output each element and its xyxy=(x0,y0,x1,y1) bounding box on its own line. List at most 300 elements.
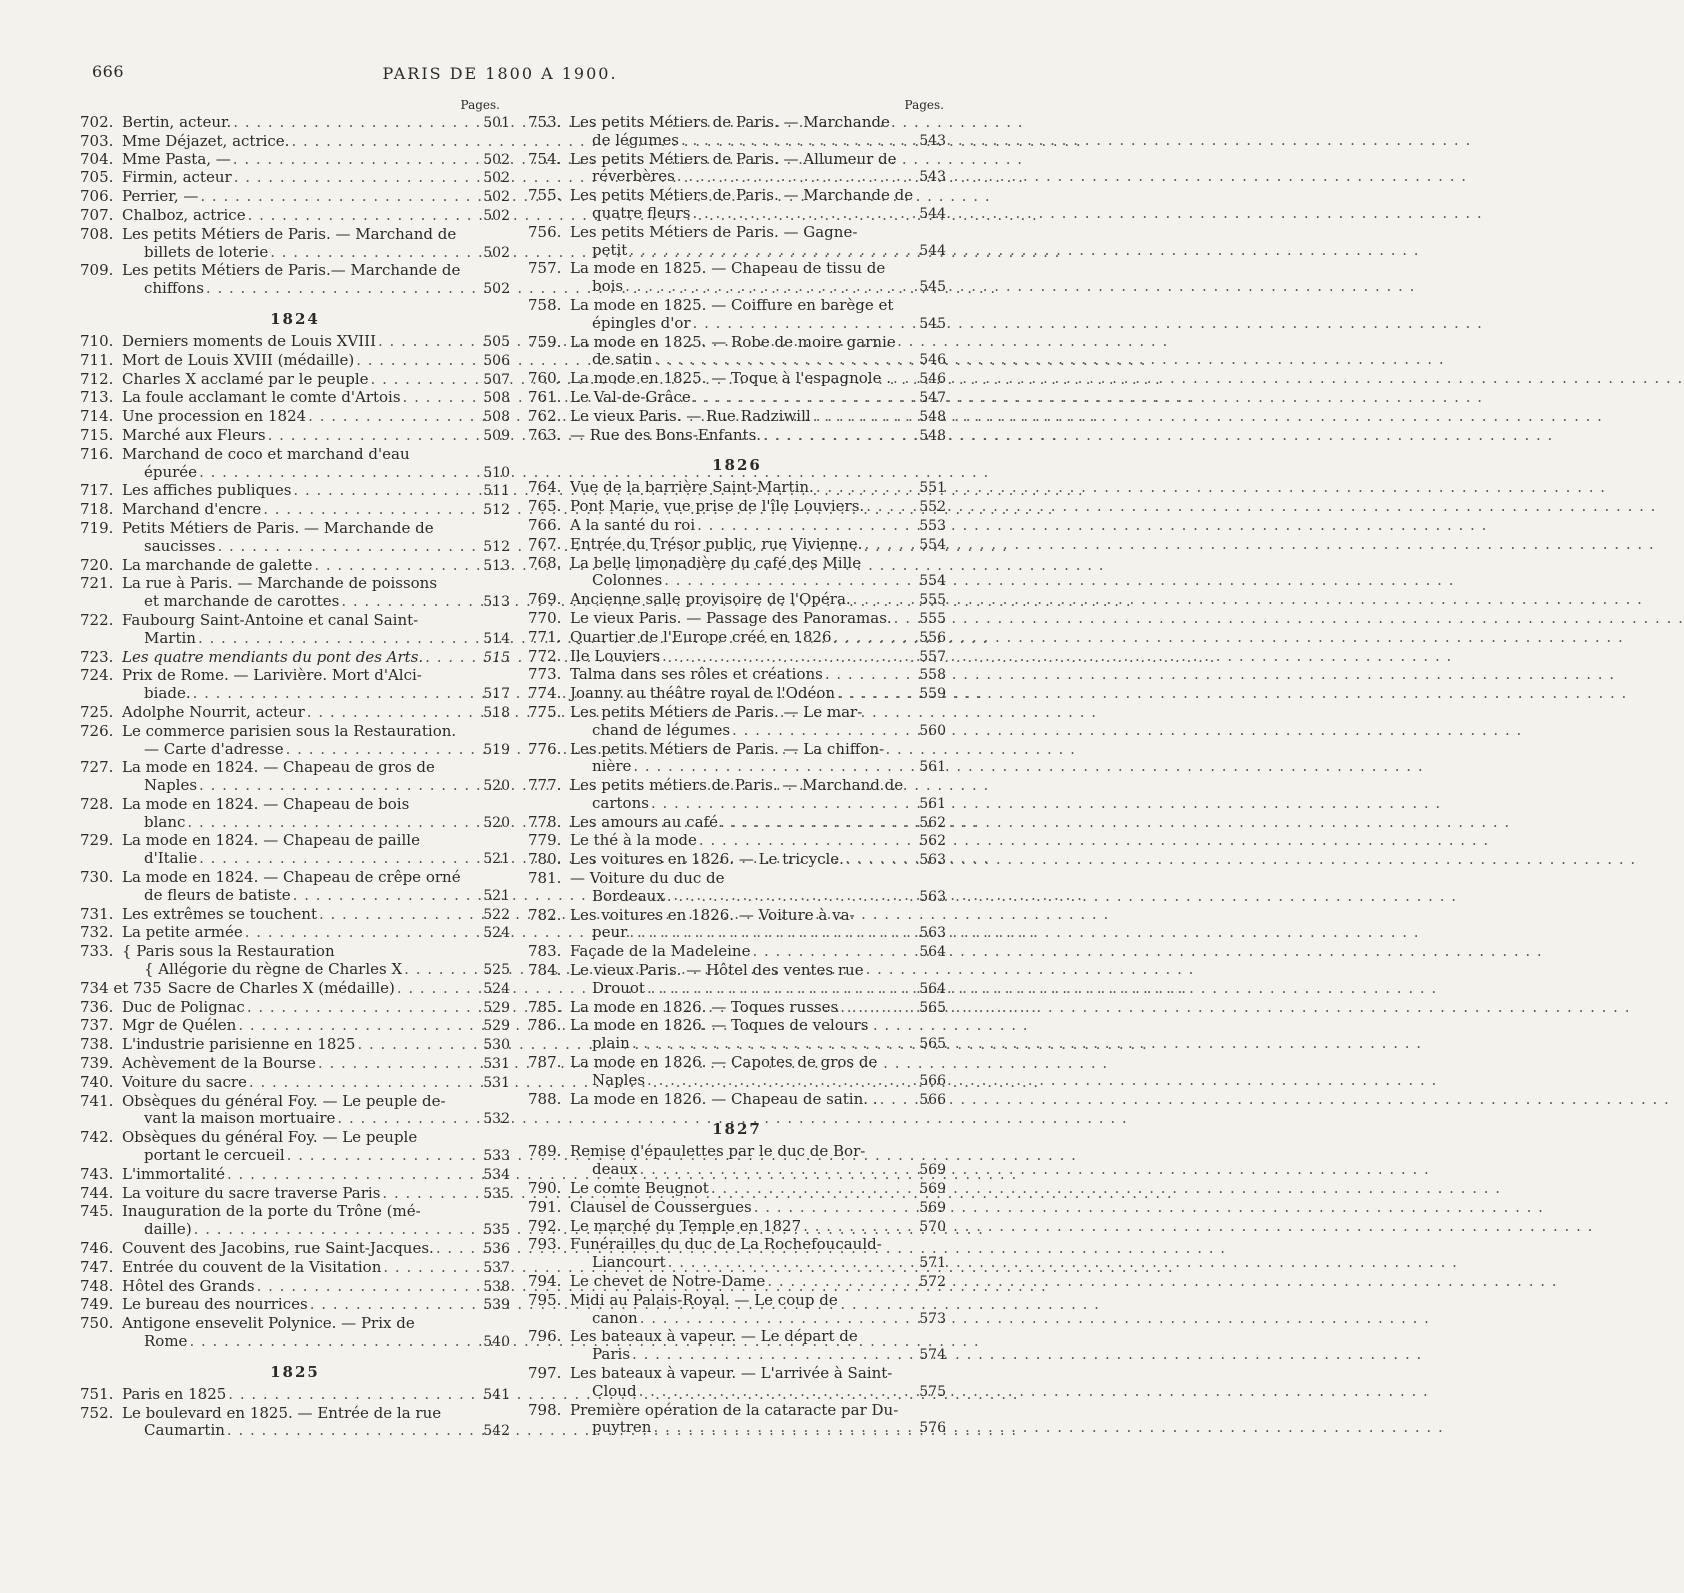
entry-text: blanc xyxy=(144,812,186,831)
dot-leader xyxy=(189,1333,472,1351)
index-entry xyxy=(80,906,510,925)
entry-line: La mode en 1826. — Toques de velours xyxy=(570,1016,869,1035)
entry-line xyxy=(570,722,946,741)
entry-line: Les petits Métiers de Paris. — La chiffon- xyxy=(570,739,885,758)
entry-line: Funérailles du duc de La Rochefoucauld- xyxy=(570,1235,882,1254)
entry-line xyxy=(570,924,946,943)
index-entry xyxy=(80,924,510,943)
entry-line xyxy=(122,924,510,943)
entry-line xyxy=(570,315,946,334)
entry-number: 768. xyxy=(528,553,562,572)
entry-text: Les amours au café xyxy=(570,812,718,831)
page-ref: 510 xyxy=(483,464,510,481)
entry-text: Bertin, acteur. xyxy=(122,113,232,131)
entry-line: Le commerce parisien sous la Restauration. xyxy=(122,721,457,740)
entry-line: Obsèques du général Foy. — Le peuple de- xyxy=(122,1091,446,1110)
entry-line xyxy=(122,1185,510,1204)
page-ref: 505 xyxy=(483,333,510,350)
dot-leader xyxy=(227,1166,472,1184)
dot-leader xyxy=(314,557,472,575)
entry-line xyxy=(122,333,510,352)
dot-leader xyxy=(803,1218,908,1236)
page-ref: 502 xyxy=(483,244,510,261)
page-ref: 540 xyxy=(483,1334,510,1350)
entry-line xyxy=(570,1383,946,1402)
entry-number: 731. xyxy=(80,904,114,923)
page-ref: 566 xyxy=(919,1072,946,1089)
index-entry xyxy=(80,1129,510,1166)
page-ref: 576 xyxy=(919,1420,946,1437)
entry-line: La mode en 1825. — Robe de moire garnie xyxy=(570,332,896,351)
entry-text: La petite armée xyxy=(122,923,243,942)
index-entry xyxy=(528,1199,946,1218)
entry-line: Inauguration de la porte du Trône (mé- xyxy=(122,1202,421,1221)
entry-body xyxy=(122,408,510,427)
index-entry xyxy=(80,999,510,1018)
page-ref: 535 xyxy=(483,1222,510,1239)
dot-leader xyxy=(341,593,472,611)
entry-body xyxy=(122,188,510,207)
page-ref: 574 xyxy=(919,1347,946,1364)
entry-body xyxy=(570,870,946,907)
entry-text: cartons xyxy=(592,793,649,812)
index-entry xyxy=(80,1093,510,1130)
entry-text: Couvent des Jacobins, rue Saint-Jacques. xyxy=(122,1239,434,1258)
index-entry xyxy=(80,262,510,299)
index-entry xyxy=(528,629,946,648)
entry-text: Bordeaux xyxy=(592,886,665,905)
entry-text: Naples xyxy=(144,776,198,795)
entry-text: Marchand d'encre xyxy=(122,500,262,519)
index-entry xyxy=(80,114,510,133)
index-entry xyxy=(80,723,510,760)
entry-number: 738. xyxy=(80,1035,114,1054)
entry-body xyxy=(122,1036,510,1055)
entry-line xyxy=(570,479,946,498)
entry-line: La mode en 1824. — Chapeau de crêpe orné xyxy=(122,868,461,887)
entry-number: 708. xyxy=(80,224,114,243)
entry-line: La mode en 1824. — Chapeau de paille xyxy=(122,831,420,850)
entry-line: La mode en 1826. — Capotes de gros de xyxy=(570,1053,878,1072)
entry-text: portant le cercueil xyxy=(144,1146,285,1165)
entry-number: 723. xyxy=(80,647,114,666)
index-entry xyxy=(528,224,946,261)
page-ref: 543 xyxy=(919,132,946,149)
entry-number: 740. xyxy=(80,1072,114,1091)
entry-body xyxy=(122,869,510,906)
entry-line xyxy=(122,1110,510,1129)
dot-leader xyxy=(767,1273,908,1291)
index-entry xyxy=(528,943,946,962)
index-entry xyxy=(528,427,946,446)
index-entry xyxy=(80,1259,510,1278)
page-ref: 532 xyxy=(483,1111,510,1128)
entry-body xyxy=(570,832,946,851)
page-ref: 558 xyxy=(919,667,946,684)
entry-text: réverbères xyxy=(592,167,675,186)
index-entry xyxy=(528,1180,946,1199)
page-ref: 502 xyxy=(483,151,510,168)
entry-number: 781. xyxy=(528,869,562,888)
index-entry xyxy=(80,446,510,483)
page-ref: 546 xyxy=(919,371,946,388)
entry-body xyxy=(122,1296,510,1315)
dot-leader xyxy=(403,389,472,407)
entry-text: La mode en 1826. — Toques russes xyxy=(570,997,839,1016)
page-ref: 557 xyxy=(919,648,946,665)
index-entry xyxy=(528,1328,946,1365)
index-entry xyxy=(80,427,510,446)
index-entry xyxy=(80,667,510,704)
dot-leader xyxy=(404,961,472,979)
pages-label: Pages. xyxy=(904,98,944,112)
entry-number: 711. xyxy=(80,350,114,369)
entry-line xyxy=(122,1036,510,1055)
page-ref: 563 xyxy=(919,925,946,942)
entry-body xyxy=(122,557,510,576)
entry-line xyxy=(122,538,510,557)
page-ref: 570 xyxy=(919,1218,946,1235)
entry-line xyxy=(122,1055,510,1074)
dot-leader xyxy=(711,1180,908,1198)
entry-line xyxy=(122,777,510,796)
entry-line xyxy=(570,1161,946,1180)
entry-line xyxy=(122,1017,510,1036)
entry-number: 798. xyxy=(528,1400,562,1419)
entry-number: 757. xyxy=(528,259,562,278)
entry-number: 796. xyxy=(528,1327,562,1346)
entry-line xyxy=(570,1310,946,1329)
index-entry xyxy=(80,1017,510,1036)
entry-text: Vue de la barrière Saint-Martin. xyxy=(570,478,814,497)
dot-leader xyxy=(397,980,472,998)
entry-body xyxy=(122,1074,510,1093)
entry-number: 754. xyxy=(528,149,562,168)
dot-leader xyxy=(813,408,908,426)
index-entry xyxy=(80,1240,510,1259)
dot-leader xyxy=(247,999,472,1017)
page-ref: 517 xyxy=(483,686,510,703)
index-entry xyxy=(80,371,510,390)
index-entry xyxy=(80,1185,510,1204)
page-ref: 521 xyxy=(483,851,510,868)
page-ref: 548 xyxy=(919,427,946,444)
entry-line: Les petits Métiers de Paris. — Marchand de xyxy=(122,224,457,243)
dot-leader xyxy=(378,333,472,351)
entry-body xyxy=(122,333,510,352)
entry-body xyxy=(122,1055,510,1074)
entry-line xyxy=(570,758,946,777)
page-ref: 511 xyxy=(483,483,510,500)
dot-leader xyxy=(200,188,472,206)
entry-line: Première opération de la cataracte par Du- xyxy=(570,1400,899,1419)
page-ref: 563 xyxy=(919,888,946,905)
index-entry xyxy=(528,370,946,389)
entry-line xyxy=(570,888,946,907)
dot-leader xyxy=(293,482,472,500)
entry-number: 769. xyxy=(528,590,562,609)
entry-body xyxy=(122,446,510,483)
index-entry xyxy=(80,649,510,668)
entry-line: La mode en 1824. — Chapeau de bois xyxy=(122,794,410,813)
entry-number: 758. xyxy=(528,295,562,314)
entry-body xyxy=(122,207,510,226)
entry-text: quatre fleurs xyxy=(592,203,691,222)
entry-line: Les petits Métiers de Paris. — Gagne- xyxy=(570,222,858,241)
entry-text: nière xyxy=(592,757,632,776)
page-ref: 562 xyxy=(919,814,946,831)
entry-text: La marchande de galette xyxy=(122,555,313,574)
dot-leader xyxy=(293,887,472,905)
entry-body xyxy=(570,1017,946,1054)
entry-body xyxy=(122,943,510,980)
index-entry xyxy=(528,498,946,517)
dot-leader xyxy=(307,704,472,722)
entry-text: Hôtel des Grands xyxy=(122,1276,255,1295)
entry-line xyxy=(570,132,946,151)
entry-line xyxy=(122,352,510,371)
dot-leader xyxy=(894,610,908,628)
entry-text: Le chevet de Notre-Dame xyxy=(570,1272,766,1291)
entry-line xyxy=(122,188,510,207)
entry-number: 759. xyxy=(528,332,562,351)
entry-body xyxy=(570,1218,946,1237)
page-ref: 561 xyxy=(919,759,946,776)
entry-line: Les petits Métiers de Paris. — Marchande xyxy=(570,113,890,131)
entry-number: 745. xyxy=(80,1202,114,1221)
entry-number: 776. xyxy=(528,739,562,758)
dot-leader xyxy=(754,1199,908,1217)
entry-body xyxy=(122,427,510,446)
entry-body xyxy=(570,777,946,814)
entry-number: 707. xyxy=(80,205,114,224)
entry-line xyxy=(122,371,510,390)
entry-line xyxy=(122,593,510,612)
entry-line xyxy=(570,943,946,962)
entry-body xyxy=(122,133,510,151)
index-entry xyxy=(80,612,510,649)
entry-text: de légumes xyxy=(592,130,679,149)
dot-leader xyxy=(732,722,908,740)
page-ref: 519 xyxy=(483,741,510,758)
entry-body xyxy=(122,796,510,833)
dot-leader xyxy=(287,1147,472,1165)
entry-number: 720. xyxy=(80,555,114,574)
year-heading: 1826 xyxy=(712,456,762,475)
index-entry xyxy=(80,1166,510,1185)
entry-body xyxy=(122,1278,510,1297)
entry-text: Duc de Polignac xyxy=(122,997,245,1016)
entry-body xyxy=(122,262,510,299)
entry-number: 719. xyxy=(80,518,114,537)
entry-line xyxy=(122,151,510,170)
dot-leader xyxy=(651,795,908,813)
dot-leader xyxy=(893,370,908,388)
entry-text: Le vieux Paris. — Rue Radziwill xyxy=(570,406,811,425)
entry-number: 712. xyxy=(80,369,114,388)
index-entry xyxy=(528,1365,946,1402)
page-ref: 569 xyxy=(919,1181,946,1198)
entry-text: Adolphe Nourrit, acteur xyxy=(122,702,305,721)
entry-line: Les bateaux à vapeur. — Le départ de xyxy=(570,1327,858,1346)
entry-body xyxy=(570,408,946,427)
entry-body xyxy=(570,648,946,667)
entry-body xyxy=(570,685,946,704)
entry-line xyxy=(122,704,510,723)
entry-number: 702. xyxy=(80,113,114,131)
dot-leader xyxy=(199,464,472,482)
entry-number: 784. xyxy=(528,961,562,980)
entry-text: Caumartin xyxy=(144,1421,225,1440)
entry-line xyxy=(122,1259,510,1278)
entry-line xyxy=(570,205,946,224)
entry-number: 750. xyxy=(80,1314,114,1333)
index-entry xyxy=(528,479,946,498)
dot-leader xyxy=(187,814,472,832)
entry-body xyxy=(122,759,510,796)
entry-text: puytren xyxy=(592,1418,652,1437)
entry-number: 771. xyxy=(528,627,562,646)
dot-leader xyxy=(647,980,908,998)
index-entry xyxy=(528,907,946,944)
entry-number: 792. xyxy=(528,1216,562,1235)
entry-line xyxy=(122,389,510,408)
entry-text: Paris en 1825 xyxy=(122,1384,227,1403)
entry-line xyxy=(570,1091,946,1110)
entry-body xyxy=(122,575,510,612)
entry-body xyxy=(570,151,946,188)
entry-text: { Allégorie du règne de Charles X xyxy=(144,960,403,979)
page-ref: 512 xyxy=(483,502,510,519)
entry-body xyxy=(570,1402,946,1439)
entry-number: 755. xyxy=(528,186,562,205)
entry-text: Le comte Beugnot xyxy=(570,1179,709,1198)
entry-text: Rome xyxy=(144,1332,188,1350)
entry-number: 751. xyxy=(80,1384,114,1403)
entry-line xyxy=(122,814,510,833)
page-ref: 569 xyxy=(919,1199,946,1216)
dot-leader xyxy=(257,1278,472,1296)
index-entry xyxy=(528,1143,946,1180)
entry-line: Antigone ensevelit Polynice. — Prix de xyxy=(122,1314,415,1333)
entry-body xyxy=(570,1273,946,1292)
entry-number: 725. xyxy=(80,702,114,721)
entry-line xyxy=(122,244,510,263)
entry-body xyxy=(570,851,946,870)
entry-line: La rue à Paris. — Marchande de poissons xyxy=(122,574,438,593)
entry-number: 710. xyxy=(80,331,114,350)
entry-line xyxy=(122,1386,510,1405)
entry-line xyxy=(122,961,510,980)
entry-line xyxy=(570,1035,946,1054)
entry-number: 785. xyxy=(528,997,562,1016)
entry-body xyxy=(122,1017,510,1036)
entry-body xyxy=(570,1199,946,1218)
entry-number: 791. xyxy=(528,1197,562,1216)
entry-body xyxy=(122,501,510,520)
entry-text: bois xyxy=(592,277,624,296)
entry-number: 789. xyxy=(528,1142,562,1161)
page-ref: 552 xyxy=(919,499,946,516)
page-ref: 554 xyxy=(919,536,946,553)
entry-line xyxy=(570,832,946,851)
entry-line xyxy=(570,351,946,370)
dot-leader xyxy=(853,591,908,609)
entry-body xyxy=(570,187,946,224)
entry-line xyxy=(570,536,946,555)
entry-number: 777. xyxy=(528,776,562,795)
entry-number: 775. xyxy=(528,702,562,721)
entry-text: Chalboz, actrice xyxy=(122,205,246,224)
index-entry xyxy=(528,187,946,224)
entry-body xyxy=(570,666,946,685)
page-ref: 541 xyxy=(483,1386,510,1403)
entry-body xyxy=(122,352,510,371)
dot-leader xyxy=(667,888,908,906)
entry-text: Les extrêmes se touchent xyxy=(122,904,317,923)
entry-text: billets de loterie xyxy=(144,242,269,261)
page-ref: 548 xyxy=(919,408,946,425)
page-ref: 533 xyxy=(483,1148,510,1165)
entry-line: Prix de Rome. — Larivière. Mort d'Alci- xyxy=(122,666,422,685)
entry-text: Joanny au théâtre royal de l'Odéon xyxy=(570,684,836,703)
entry-line xyxy=(570,1419,946,1438)
index-entry xyxy=(80,207,510,226)
index-entry xyxy=(528,297,946,334)
entry-body xyxy=(122,389,510,408)
dot-leader xyxy=(699,832,908,850)
entry-line xyxy=(570,999,946,1018)
entry-line xyxy=(570,851,946,870)
index-entry xyxy=(80,408,510,427)
entry-number: 788. xyxy=(528,1089,562,1108)
index-entry xyxy=(528,114,946,151)
entry-number: 797. xyxy=(528,1364,562,1382)
dot-leader xyxy=(752,943,908,961)
entry-text: Façade de la Madeleine xyxy=(570,942,751,961)
dot-leader xyxy=(693,389,908,407)
entry-text: de fleurs de batiste xyxy=(144,885,291,904)
entry-text: plain xyxy=(592,1034,630,1053)
index-entry xyxy=(528,610,946,629)
entry-text: Sacre de Charles X (médaille) xyxy=(167,978,395,997)
index-entry xyxy=(80,869,510,906)
page-ref: 515 xyxy=(483,649,510,666)
page-ref: 502 xyxy=(483,189,510,206)
entry-body xyxy=(122,1259,510,1278)
entry-body xyxy=(570,224,946,261)
entry-text: La mode en 1825. — Toque à l'espagnole . xyxy=(570,369,891,388)
page-ref: 520 xyxy=(483,778,510,795)
page-ref: 566 xyxy=(919,1091,946,1108)
dot-leader xyxy=(639,1383,908,1401)
entry-number: 706. xyxy=(80,187,114,206)
entry-text: vant la maison mortuaire xyxy=(144,1109,336,1128)
page-ref: 520 xyxy=(483,814,510,831)
page-ref: 508 xyxy=(483,409,510,426)
page-ref: 506 xyxy=(483,352,510,369)
dot-leader xyxy=(692,205,908,223)
entry-number: 782. xyxy=(528,905,562,924)
entry-text: et marchande de carottes xyxy=(144,592,340,611)
entry-line: Faubourg Saint-Antoine et canal Saint- xyxy=(122,610,419,629)
index-entry xyxy=(528,704,946,741)
index-entry xyxy=(528,685,946,704)
page-ref: 573 xyxy=(919,1310,946,1327)
entry-text: — Rue des Bons-Enfants. xyxy=(570,425,762,444)
entry-number: 739. xyxy=(80,1054,114,1073)
dot-leader xyxy=(825,666,908,684)
